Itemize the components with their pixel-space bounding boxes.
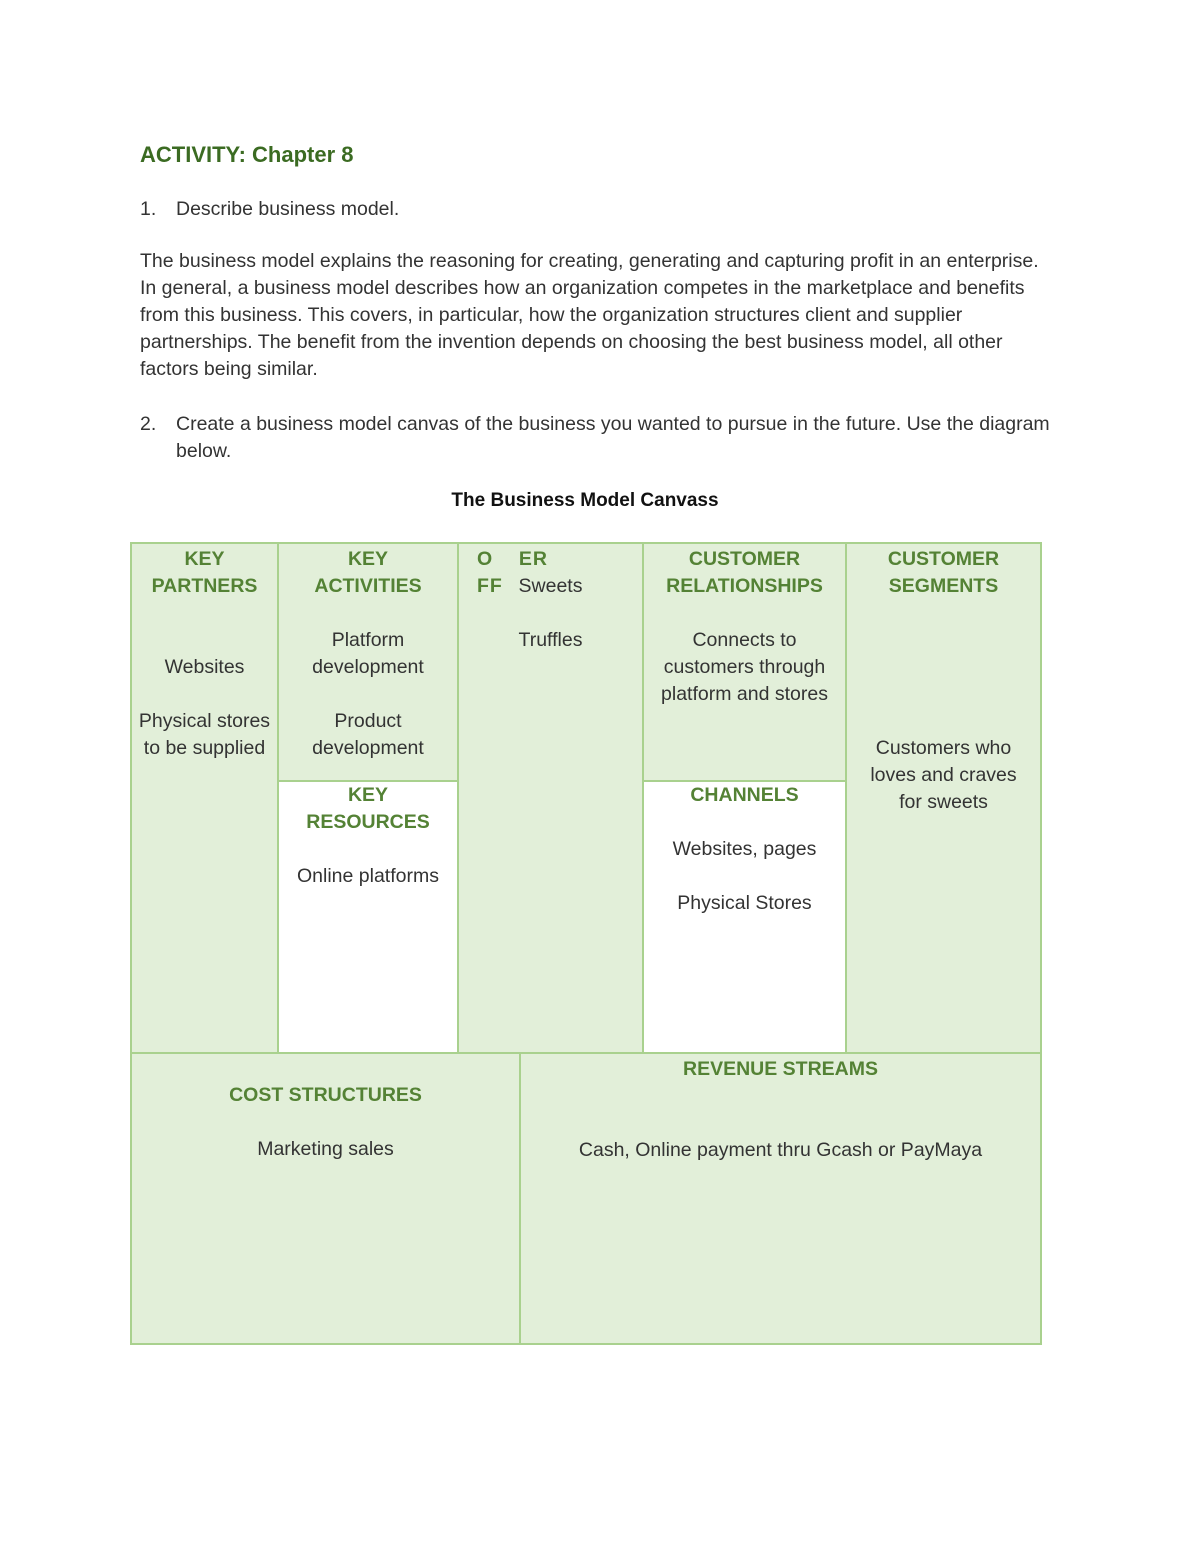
- key-resources-block: [277, 780, 459, 1054]
- customer-segments-block: [845, 542, 1042, 1054]
- block-item: Customers who loves and craves for sweets: [870, 737, 1017, 813]
- block-content: [132, 654, 277, 762]
- block-label: CUSTOMER: [887, 548, 1000, 570]
- block-content: [644, 627, 845, 708]
- block-content: [279, 863, 457, 890]
- block-content: [279, 627, 457, 762]
- block-item: Websites, pages: [672, 838, 817, 860]
- block-label: PARTNERS: [151, 575, 258, 597]
- block-item: Websites: [164, 656, 245, 678]
- revenue-streams-block: [519, 1052, 1042, 1345]
- block-item: Truffles: [518, 629, 583, 651]
- block-content: [521, 1137, 1040, 1164]
- block-item: Physical stores to be supplied: [138, 710, 271, 759]
- block-item: Connects to customers through platform and stores: [661, 629, 828, 705]
- block-label: FF: [477, 575, 503, 597]
- block-label: O ER: [477, 548, 548, 570]
- block-label: KEY: [347, 548, 389, 570]
- business-model-canvas: [130, 542, 1042, 1345]
- block-content: [644, 836, 845, 917]
- block-label: ACTIVITIES: [314, 575, 422, 597]
- key-partners-block: [130, 542, 279, 1054]
- block-item: Physical Stores: [677, 892, 812, 914]
- block-label: COST STRUCTURES: [229, 1084, 422, 1106]
- block-item: Online platforms: [297, 865, 439, 887]
- block-item: Platform development: [312, 629, 424, 678]
- block-label: RESOURCES: [306, 811, 430, 833]
- block-content: [847, 735, 1040, 816]
- answer-paragraph: The business model explains the reasoning for creating, generating and capturing profit in an enterprise. In general, a business model describes how an organization competes in the marketplace and benefits from this business. This covers, in particular, how the organization structures client and supplier partnerships. The benefit from the invention depends on choosing the best business model, all other factors being similar.: [140, 250, 1039, 380]
- customer-relationships-block: [642, 542, 847, 782]
- cost-structures-block: [130, 1052, 521, 1345]
- block-label: REVENUE STREAMS: [682, 1058, 879, 1080]
- channels-block: [642, 780, 847, 1054]
- canvas-title: The Business Model Canvass: [451, 490, 719, 511]
- question-number: 2.: [140, 413, 157, 435]
- block-label: CHANNELS: [690, 784, 799, 806]
- block-item: Marketing sales: [257, 1138, 394, 1160]
- value-propositions-block: [457, 542, 644, 1054]
- block-label: RELATIONSHIPS: [666, 575, 823, 597]
- activity-heading: ACTIVITY: Chapter 8: [140, 142, 354, 167]
- block-label: KEY: [184, 548, 225, 570]
- block-content: [132, 1136, 519, 1163]
- block-label: CUSTOMER: [688, 548, 801, 570]
- block-label: SEGMENTS: [888, 575, 999, 597]
- question-number: 1.: [140, 198, 157, 220]
- block-item: Sweets: [518, 575, 583, 597]
- key-activities-block: [277, 542, 459, 782]
- question-text: Create a business model canvas of the business you wanted to pursue in the future. Use the diagram below.: [176, 413, 1050, 462]
- block-item: Cash, Online payment thru Gcash or PayMaya: [578, 1139, 983, 1161]
- block-item: Product development: [312, 710, 424, 759]
- question-text: Describe business model.: [176, 198, 400, 220]
- block-label: KEY: [347, 784, 389, 806]
